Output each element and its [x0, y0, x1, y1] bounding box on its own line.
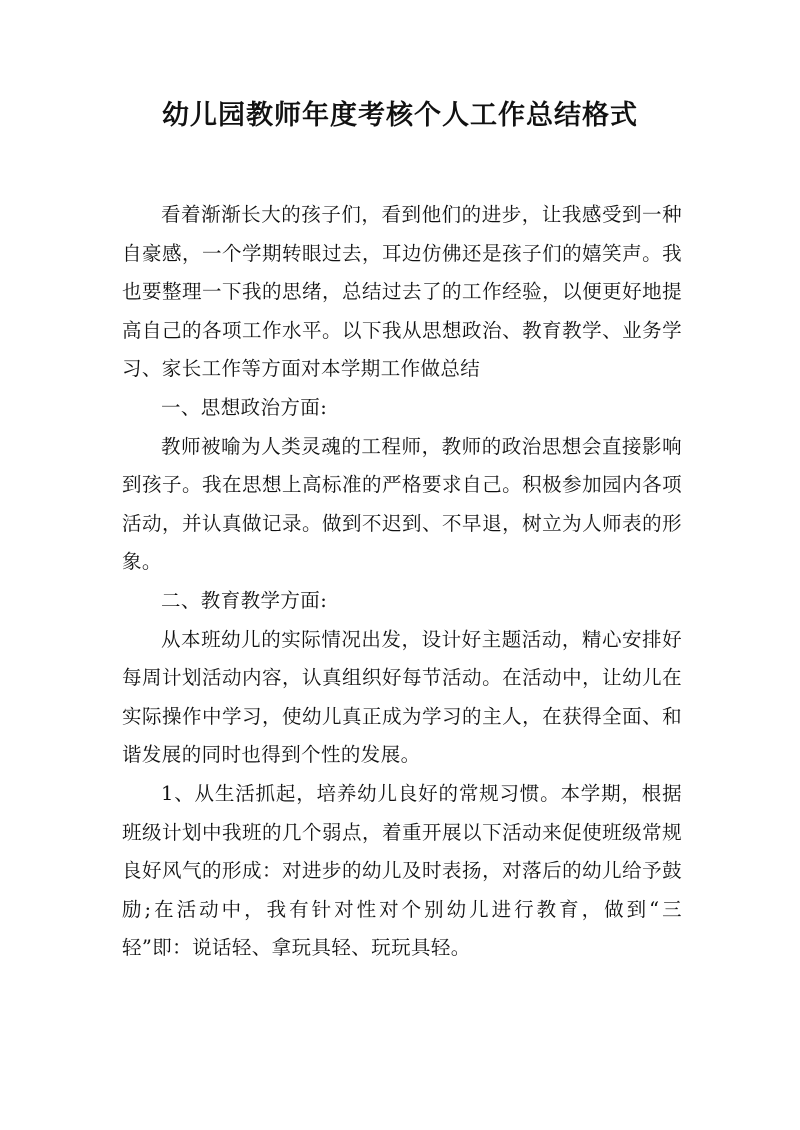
- section-heading-political: 一、思想政治方面:: [161, 395, 328, 419]
- document-title: 幼儿园教师年度考核个人工作总结格式: [162, 100, 638, 131]
- section-heading-teaching: 二、教育教学方面:: [161, 588, 328, 612]
- political-paragraph: 教师被喻为人类灵魂的工程师，教师的政治思想会直接影响到孩子。我在思想上高标准的严格要求自己。积极参加园内各项活动，并认真做记录。做到不迟到、不早退，树立为人师表的形象。: [122, 434, 682, 574]
- teaching-paragraph: 从本班幼儿的实际情况出发，设计好主题活动，精心安排好每周计划活动内容，认真组织好每节活动。在活动中，让幼儿在实际操作中学习，使幼儿真正成为学习的主人，在获得全面、和谐发展的同时也得到个性的发展。: [122, 627, 682, 767]
- habits-paragraph: 1、从生活抓起，培养幼儿良好的常规习惯。本学期，根据班级计划中我班的几个弱点，着重开展以下活动来促使班级常规良好风气的形成：对进步的幼儿及时表扬，对落后的幼儿给予鼓励;在活动中，我有针对性对个别幼儿进行教育，做到“三轻”即：说话轻、拿玩具轻、玩玩具轻。: [122, 781, 682, 960]
- intro-paragraph: 看着渐渐长大的孩子们，看到他们的进步，让我感受到一种自豪感，一个学期转眼过去，耳边仿佛还是孩子们的嬉笑声。我也要整理一下我的思绪，总结过去了的工作经验，以便更好地提高自己的各项工作水平。以下我从思想政治、教育教学、业务学习、家长工作等方面对本学期工作做总结: [122, 203, 682, 381]
- document-body: [122, 196, 682, 968]
